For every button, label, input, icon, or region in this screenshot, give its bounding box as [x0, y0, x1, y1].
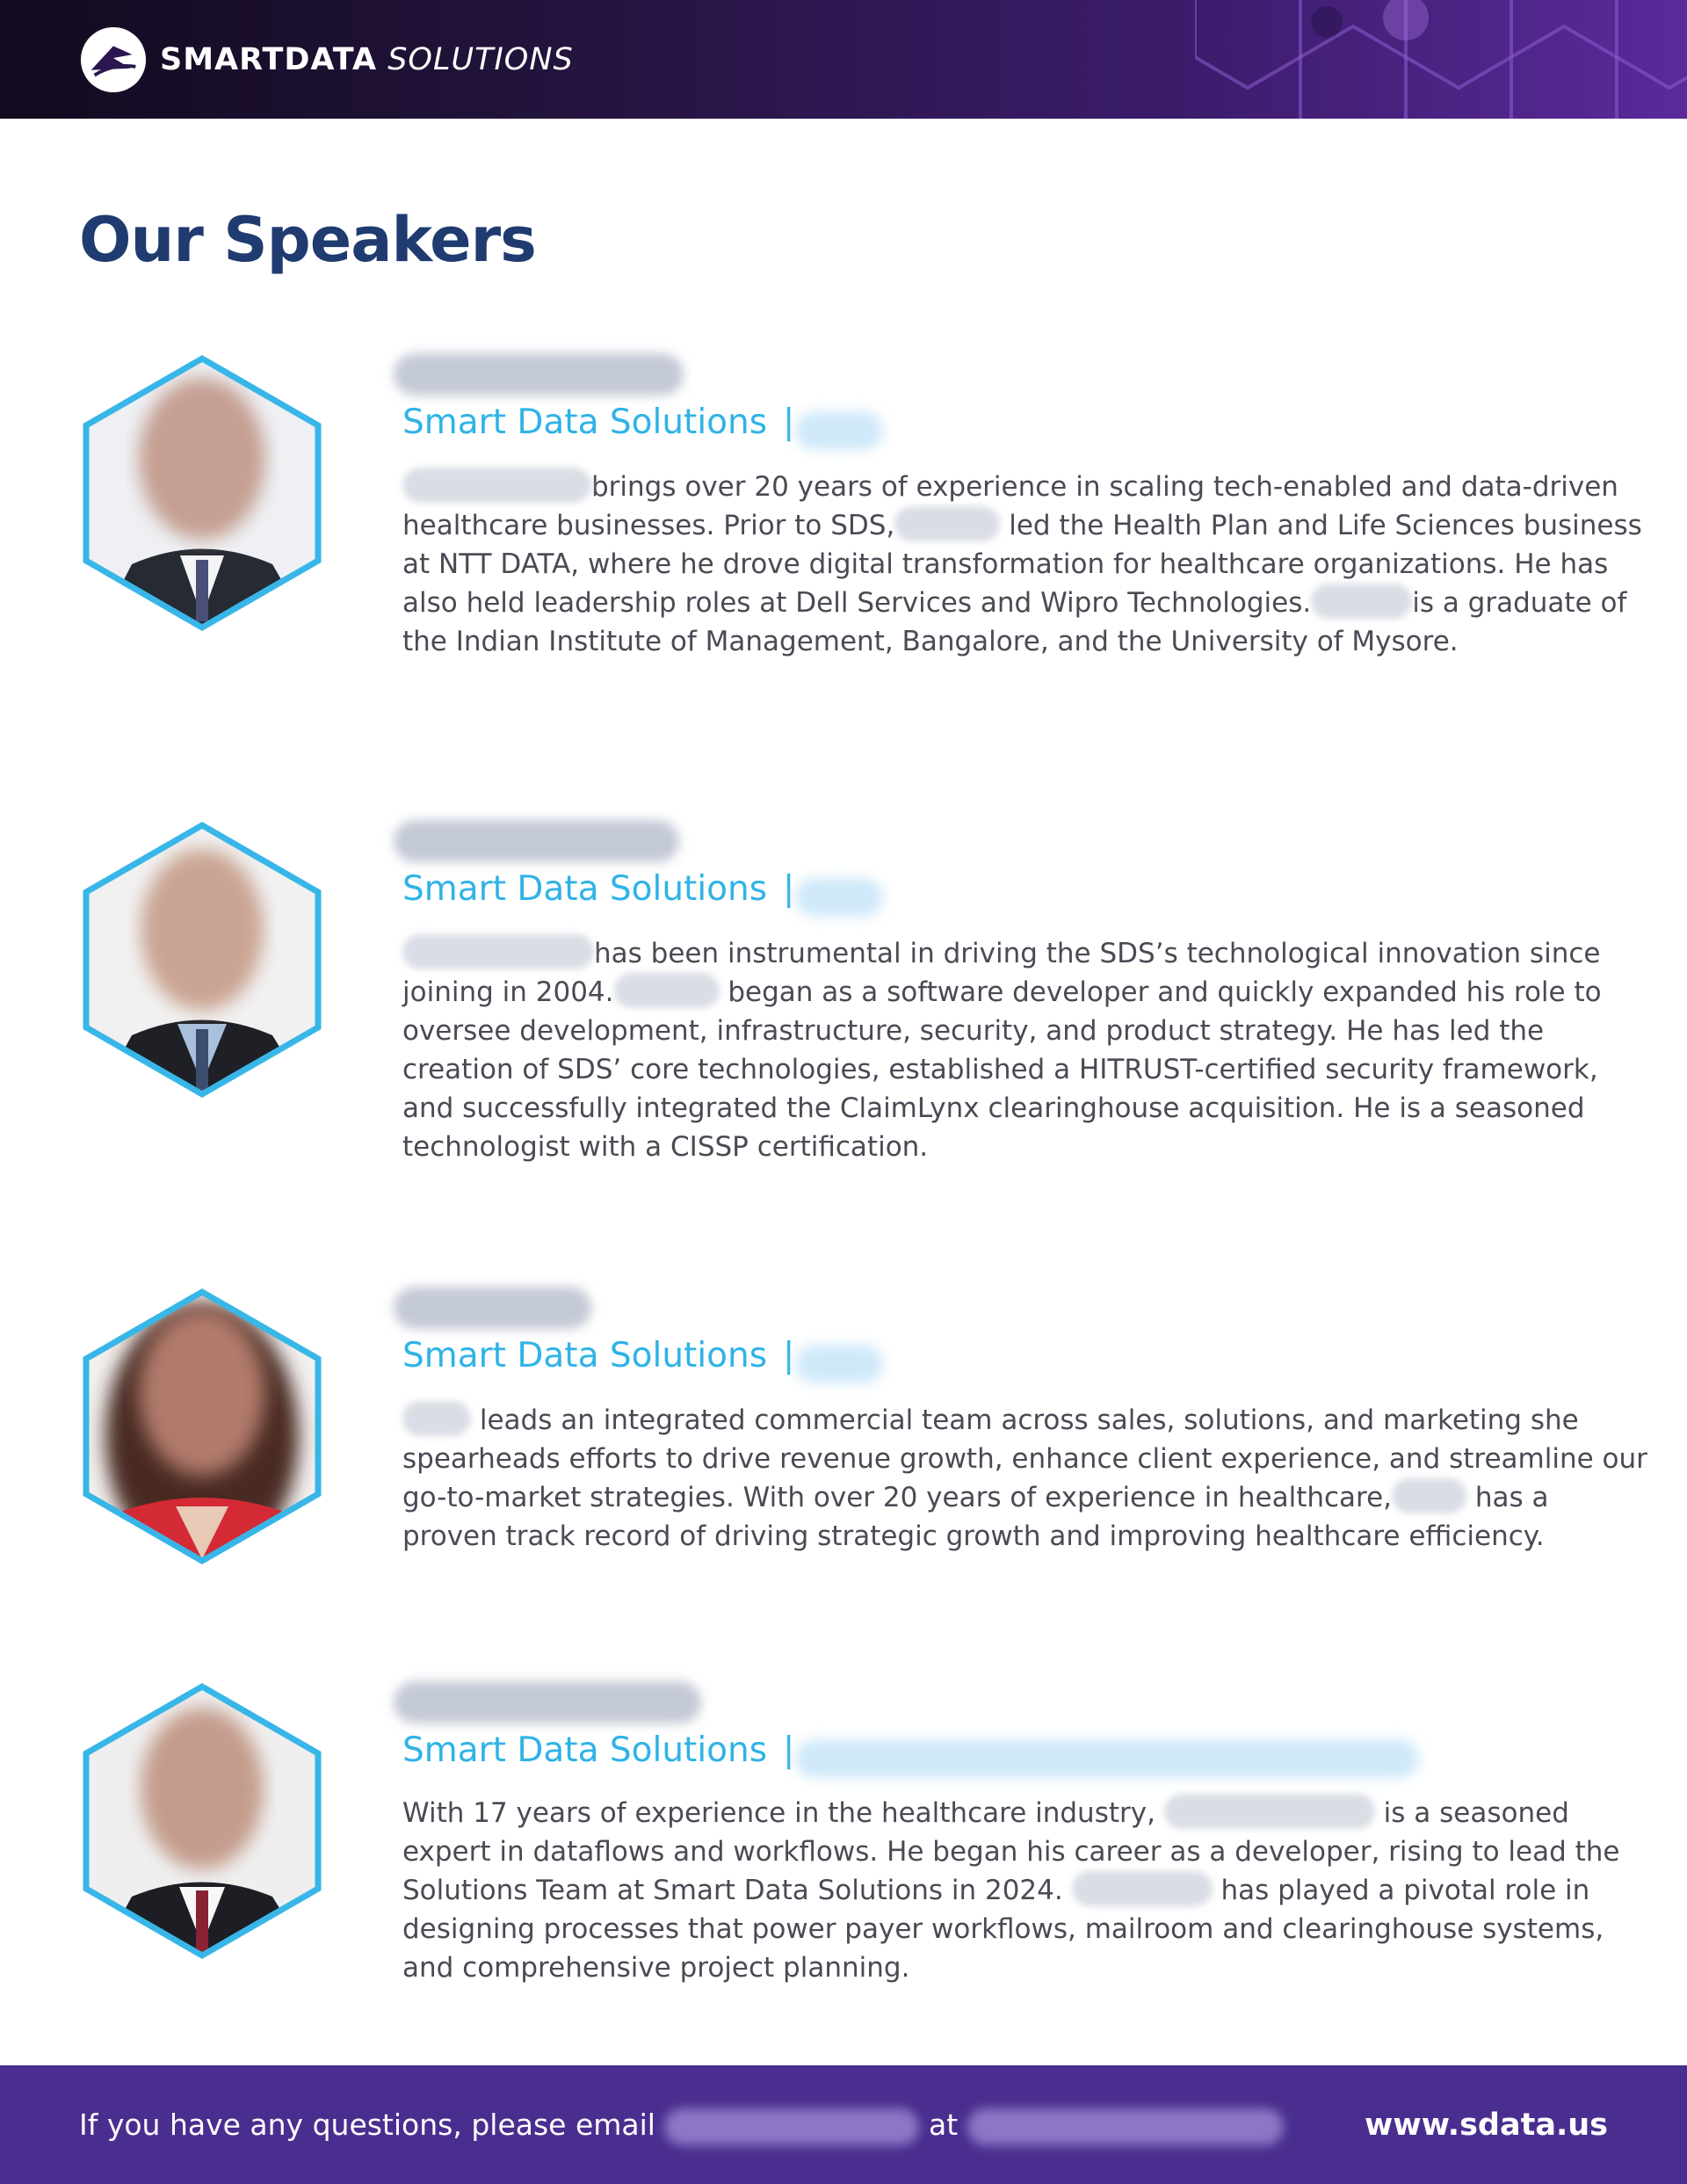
bio-text: With 17 years of experience in the healthcare industry,: [402, 1797, 1155, 1829]
bio-text: has played a pivotal role in designing processes that power payer workflows, mailroom and clearinghouse systems, and comprehensive project planning.: [402, 1875, 1604, 1984]
logo-text-italic: SOLUTIONS: [387, 42, 574, 77]
speaker-bio: [402, 1401, 1650, 1556]
bio-text: is a seasoned expert in dataflows and workflows. He began his career as a developer, rising to lead the Solutions Team at Smart Data Solutions in 2024.: [402, 1797, 1620, 1906]
logo-text-bold: SMARTDATA: [160, 42, 378, 77]
sds-logo-icon: [79, 25, 148, 94]
speaker-photo: [79, 1681, 325, 1961]
bio-text: began as a software developer and quickly expanded his role to oversee development, infrastructure, security, and product strategy. He has led the creation of SDS’ core technologies, established a HITRUST-certified security framework, and successfully integrated the ClaimLynx clearinghouse acquisition. He is a seasoned technologist with a CISSP certification.: [402, 976, 1602, 1163]
speaker-photo: [79, 1287, 325, 1566]
speaker-name-redacted: [394, 353, 684, 395]
website-link[interactable]: www.sdata.us: [1365, 2108, 1608, 2143]
hexagon-pattern-decoration: [1195, 0, 1687, 119]
speaker-name-redacted: [394, 820, 679, 862]
company-name: Smart Data Solutions: [402, 403, 768, 442]
bio-text: has been instrumental in driving the SDS’s technological innovation since joining in 2004.: [402, 938, 1601, 1008]
redacted-email[interactable]: [967, 2108, 1284, 2145]
bio-text: brings over 20 years of experience in scaling tech-enabled and data-driven healthcare businesses. Prior to SDS,: [402, 471, 1618, 541]
speaker-name-redacted: [394, 1287, 591, 1329]
logo-wordmark: [160, 42, 574, 77]
speaker-title-redacted: [795, 1739, 1419, 1778]
speaker-photo: [79, 353, 325, 633]
page-footer: [0, 2065, 1687, 2184]
redacted-contact-name: [664, 2108, 919, 2145]
bio-text: has a proven track record of driving strategic growth and improving healthcare efficiency.: [402, 1482, 1549, 1552]
redacted-name: [1164, 1794, 1375, 1829]
speaker-company: [402, 869, 794, 909]
bio-text: is a graduate of the Indian Institute of Management, Bangalore, and the University of Mysore.: [402, 587, 1627, 657]
speaker-title-redacted: [795, 878, 883, 917]
speaker-company: [402, 403, 794, 442]
speaker-photo: [79, 820, 325, 1099]
speaker-bio: [402, 934, 1650, 1166]
footer-text-at: at: [928, 2108, 959, 2142]
speaker-company: [402, 1336, 794, 1375]
redacted-name: [894, 506, 1000, 541]
footer-contact: [79, 2108, 1284, 2145]
redacted-name: [1072, 1871, 1213, 1906]
speaker-bio: [402, 468, 1650, 661]
redacted-name: [1392, 1478, 1466, 1513]
company-name: Smart Data Solutions: [402, 869, 768, 909]
speaker-company: [402, 1731, 794, 1770]
company-name: Smart Data Solutions: [402, 1731, 768, 1770]
speaker-bio: [402, 1794, 1650, 1987]
redacted-name: [402, 1401, 471, 1436]
company-separator: |: [783, 869, 795, 909]
bio-text: leads an integrated commercial team across sales, solutions, and marketing she spearheads efforts to drive revenue growth, enhance client experience, and streamline our go-to-market strategies. With over 20 years of experience in healthcare,: [402, 1404, 1647, 1513]
redacted-name: [402, 468, 591, 503]
bio-text: led the Health Plan and Life Sciences business at NTT DATA, where he drove digital transformation for healthcare organizations. He has also held leadership roles at Dell Services and Wipro Technologies.: [402, 510, 1642, 619]
company-separator: |: [783, 1731, 795, 1770]
speaker-title-redacted: [795, 411, 883, 450]
company-separator: |: [783, 403, 795, 442]
redacted-name: [1311, 584, 1412, 619]
speaker-title-redacted: [795, 1345, 883, 1383]
company-logo[interactable]: [79, 26, 574, 93]
company-separator: |: [783, 1336, 795, 1375]
speaker-name-redacted: [394, 1681, 701, 1723]
footer-text-before: If you have any questions, please email: [79, 2108, 655, 2142]
redacted-name: [402, 934, 594, 969]
redacted-name: [614, 973, 720, 1008]
page-title: Our Speakers: [79, 204, 536, 276]
page-header: [0, 0, 1687, 119]
company-name: Smart Data Solutions: [402, 1336, 768, 1375]
